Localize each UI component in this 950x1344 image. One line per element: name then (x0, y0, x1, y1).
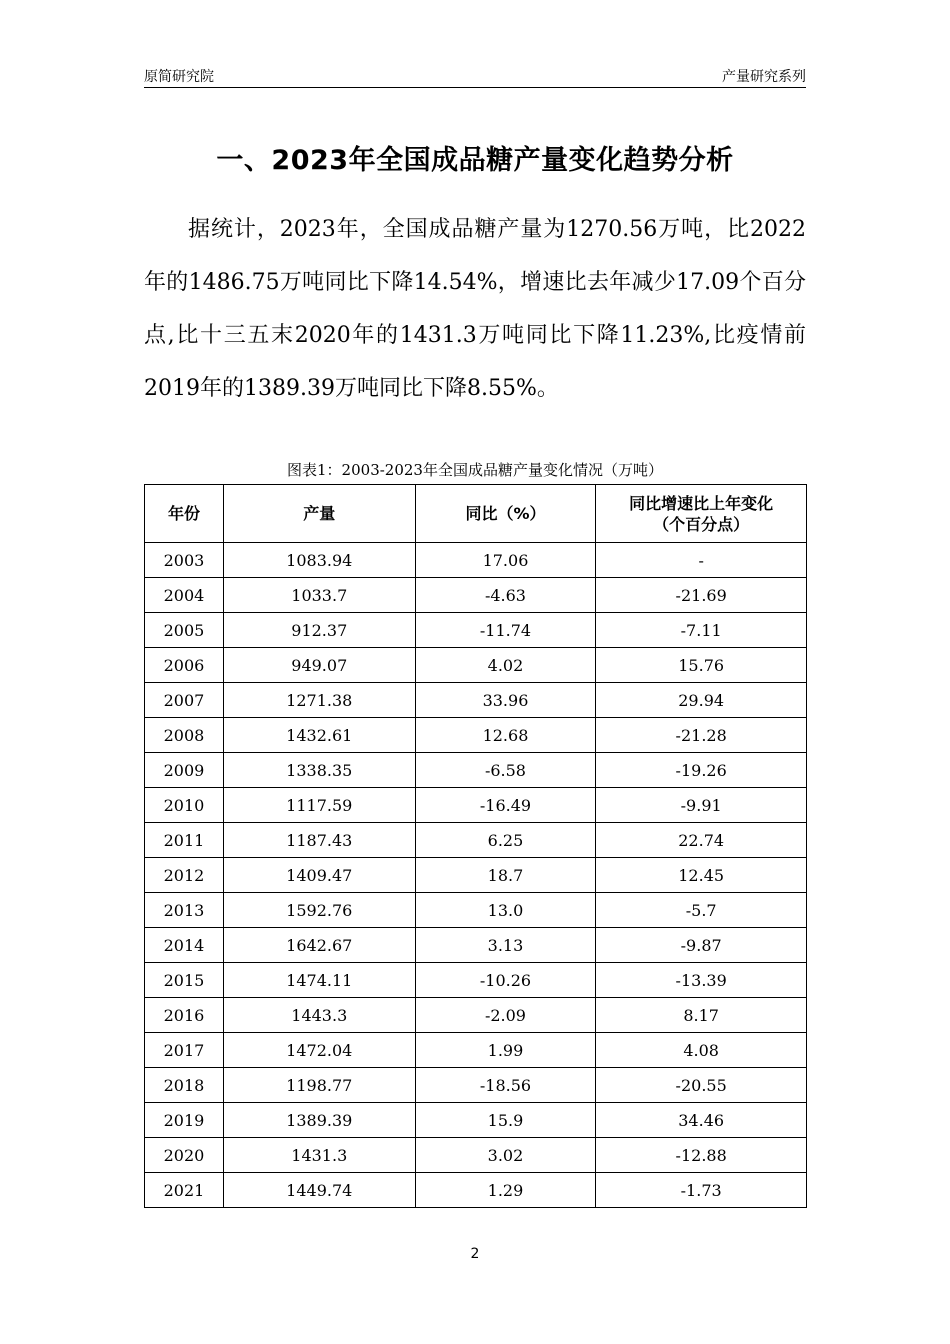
yoy-change-cell: -9.87 (596, 928, 807, 963)
table-row (145, 928, 807, 963)
header-yoy-change: 同比增速比上年变化 （个百分点） (596, 485, 807, 543)
output-cell: 1474.11 (223, 963, 415, 998)
output-cell: 949.07 (223, 648, 415, 683)
output-cell: 1592.76 (223, 893, 415, 928)
yoy-cell: -4.63 (415, 578, 596, 613)
yoy-cell: 15.9 (415, 1103, 596, 1138)
output-cell: 1389.39 (223, 1103, 415, 1138)
year-cell: 2021 (145, 1173, 224, 1208)
body-paragraph: 据统计，2023年，全国成品糖产量为1270.56万吨，比2022年的1486.75万吨同比下降14.54%，增速比去年减少17.09个百分点,比十三五末2020年的1431.3万吨同比下降11.23%,比疫情前2019年的1389.39万吨同比下降8.55%。 (144, 217, 806, 401)
yoy-cell: -11.74 (415, 613, 596, 648)
yoy-cell: 12.68 (415, 718, 596, 753)
year-cell: 2020 (145, 1138, 224, 1173)
output-cell: 1271.38 (223, 683, 415, 718)
yoy-change-cell: -1.73 (596, 1173, 807, 1208)
output-cell: 1198.77 (223, 1068, 415, 1103)
yoy-change-cell: 4.08 (596, 1033, 807, 1068)
table-row (145, 718, 807, 753)
year-cell: 2005 (145, 613, 224, 648)
yoy-cell: -2.09 (415, 998, 596, 1033)
table-row (145, 1068, 807, 1103)
output-cell: 1338.35 (223, 753, 415, 788)
yoy-change-cell: - (596, 543, 807, 578)
header-rule (144, 87, 806, 88)
table-row (145, 578, 807, 613)
yoy-change-cell: -21.69 (596, 578, 807, 613)
output-cell: 1033.7 (223, 578, 415, 613)
yoy-cell: 1.29 (415, 1173, 596, 1208)
year-cell: 2018 (145, 1068, 224, 1103)
yoy-change-cell: -5.7 (596, 893, 807, 928)
year-cell: 2010 (145, 788, 224, 823)
year-cell: 2009 (145, 753, 224, 788)
table-row (145, 648, 807, 683)
table-body (145, 543, 807, 1208)
table-row (145, 788, 807, 823)
year-cell: 2008 (145, 718, 224, 753)
yoy-cell: 6.25 (415, 823, 596, 858)
header-series-name: 产量研究系列 (722, 69, 806, 85)
table-row (145, 683, 807, 718)
table-row (145, 998, 807, 1033)
year-cell: 2016 (145, 998, 224, 1033)
yoy-cell: -16.49 (415, 788, 596, 823)
year-cell: 2003 (145, 543, 224, 578)
table-row (145, 858, 807, 893)
year-cell: 2017 (145, 1033, 224, 1068)
page-number: 2 (470, 1246, 480, 1262)
year-cell: 2012 (145, 858, 224, 893)
output-cell: 1409.47 (223, 858, 415, 893)
year-cell: 2015 (145, 963, 224, 998)
yoy-change-cell: -9.91 (596, 788, 807, 823)
table-row (145, 893, 807, 928)
table-row (145, 1033, 807, 1068)
year-cell: 2006 (145, 648, 224, 683)
yoy-cell: 33.96 (415, 683, 596, 718)
yoy-cell: -18.56 (415, 1068, 596, 1103)
header-year: 年份 (145, 485, 224, 543)
output-cell: 1472.04 (223, 1033, 415, 1068)
table-row (145, 1138, 807, 1173)
yoy-cell: 13.0 (415, 893, 596, 928)
yoy-cell: 3.13 (415, 928, 596, 963)
table-row (145, 613, 807, 648)
yoy-cell: -6.58 (415, 753, 596, 788)
yoy-change-cell: -20.55 (596, 1068, 807, 1103)
year-cell: 2019 (145, 1103, 224, 1138)
table-row (145, 963, 807, 998)
output-cell: 1187.43 (223, 823, 415, 858)
output-cell: 1432.61 (223, 718, 415, 753)
header-org-name: 原简研究院 (144, 69, 214, 85)
yoy-change-cell: 29.94 (596, 683, 807, 718)
year-cell: 2004 (145, 578, 224, 613)
yoy-change-cell: -7.11 (596, 613, 807, 648)
output-cell: 1449.74 (223, 1173, 415, 1208)
yoy-cell: 1.99 (415, 1033, 596, 1068)
yoy-change-cell: -21.28 (596, 718, 807, 753)
table-caption: 图表1：2003-2023年全国成品糖产量变化情况（万吨） (287, 461, 663, 479)
year-cell: 2007 (145, 683, 224, 718)
year-cell: 2011 (145, 823, 224, 858)
yoy-change-cell: -19.26 (596, 753, 807, 788)
yoy-cell: -10.26 (415, 963, 596, 998)
table-row (145, 823, 807, 858)
yoy-cell: 18.7 (415, 858, 596, 893)
yoy-change-cell: 22.74 (596, 823, 807, 858)
output-cell: 1117.59 (223, 788, 415, 823)
output-cell: 912.37 (223, 613, 415, 648)
output-cell: 1431.3 (223, 1138, 415, 1173)
yoy-change-cell: -12.88 (596, 1138, 807, 1173)
yoy-change-cell: -13.39 (596, 963, 807, 998)
yoy-change-cell: 12.45 (596, 858, 807, 893)
yoy-change-cell: 15.76 (596, 648, 807, 683)
yoy-cell: 4.02 (415, 648, 596, 683)
yoy-change-cell: 34.46 (596, 1103, 807, 1138)
table-row (145, 543, 807, 578)
table-row (145, 1173, 807, 1208)
output-cell: 1083.94 (223, 543, 415, 578)
output-cell: 1642.67 (223, 928, 415, 963)
year-cell: 2014 (145, 928, 224, 963)
table-row (145, 753, 807, 788)
year-cell: 2013 (145, 893, 224, 928)
table-header-row (145, 485, 807, 543)
table-row (145, 1103, 807, 1138)
output-cell: 1443.3 (223, 998, 415, 1033)
yoy-cell: 3.02 (415, 1138, 596, 1173)
yoy-change-cell: 8.17 (596, 998, 807, 1033)
section-title: 一、2023年全国成品糖产量变化趋势分析 (216, 145, 734, 176)
yoy-cell: 17.06 (415, 543, 596, 578)
header-yoy: 同比（%） (415, 485, 596, 543)
header-output: 产量 (223, 485, 415, 543)
production-table (144, 484, 807, 1208)
